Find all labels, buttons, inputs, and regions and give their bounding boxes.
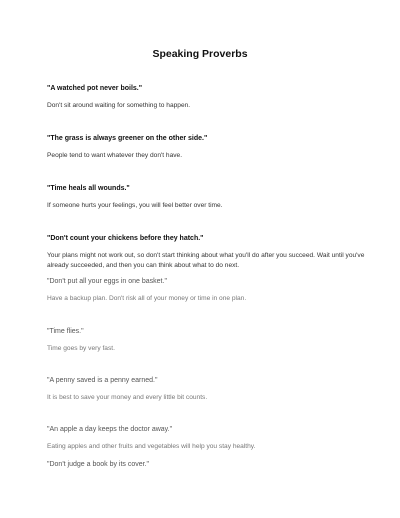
proverb-meaning: Have a backup plan. Don't risk all of your money or time in one plan. (47, 295, 247, 302)
proverb-text: "A penny saved is a penny earned." (47, 377, 158, 384)
proverb-meaning: It is best to save your money and every little bit counts. (47, 394, 208, 401)
proverb-text: "The grass is always greener on the other side." (47, 135, 208, 142)
proverb-entry (47, 327, 367, 354)
proverb-entry (47, 184, 367, 211)
proverb-text: "Time heals all wounds." (47, 185, 130, 192)
proverb-meaning: If someone hurts your feelings, you will feel better over time. (47, 202, 223, 209)
proverb-meaning: Eating apples and other fruits and vegetables will help you stay healthy. (47, 443, 256, 450)
proverb-entry (47, 376, 367, 403)
page-title: Speaking Proverbs (152, 48, 248, 60)
proverb-text: "Don't put all your eggs in one basket." (47, 278, 167, 285)
proverb-meaning: Don't sit around waiting for something to happen. (47, 102, 191, 109)
proverb-text: "Don't judge a book by its cover." (47, 461, 150, 468)
proverb-text: "A watched pot never boils." (47, 85, 143, 92)
proverb-text: "Don't count your chickens before they hatch." (47, 235, 204, 242)
proverb-entry (47, 234, 367, 271)
proverb-entry (47, 460, 367, 469)
proverb-text: "Time flies." (47, 328, 84, 335)
proverb-entry (47, 134, 367, 161)
proverb-meaning: Time goes by very fast. (47, 345, 115, 352)
proverb-text: "An apple a day keeps the doctor away." (47, 426, 173, 433)
proverb-meaning: Your plans might not work out, so don't start thinking about what you'll do after you succeed. Wait until you've already succeeded, and then you can think about what to do next. (47, 252, 365, 269)
proverb-entry (47, 277, 367, 304)
proverb-entry (47, 84, 367, 111)
proverb-entry (47, 425, 367, 452)
proverb-meaning: People tend to want whatever they don't have. (47, 152, 183, 159)
